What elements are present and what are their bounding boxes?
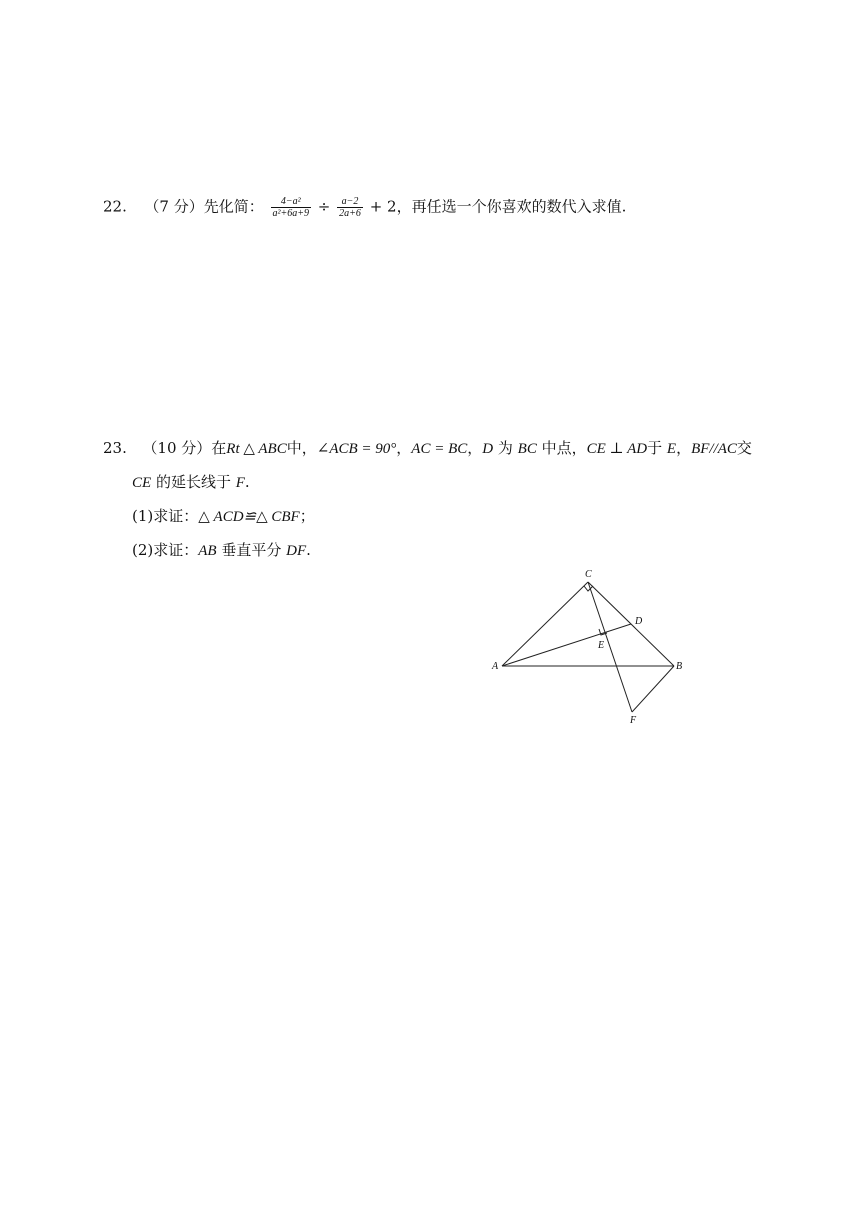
- segment-cf: [588, 582, 632, 712]
- label-f: F: [630, 715, 637, 726]
- triangle-abc: Rt △ ABC: [226, 441, 287, 457]
- question-score: （10 分）: [142, 439, 212, 457]
- parallel-bf-ac: BF//AC: [691, 441, 737, 457]
- text-segment: ，: [467, 439, 483, 457]
- label-d: D: [635, 616, 643, 627]
- segment-ac: [502, 582, 588, 666]
- text-segment: ，: [676, 439, 692, 457]
- question-score-intro: （7 分）先化简：: [144, 197, 264, 216]
- label-c: C: [585, 569, 592, 580]
- part-2-label: (2)求证：: [132, 541, 199, 559]
- segment-ab: AB: [198, 543, 217, 559]
- text-segment: 中点，: [536, 439, 587, 457]
- text-segment: 的延长线于: [151, 473, 236, 491]
- plus-two: + 2: [369, 197, 397, 216]
- angle-acb: ∠ACB = 90°: [316, 441, 397, 457]
- label-e: E: [598, 640, 605, 651]
- fraction-2: [337, 196, 363, 219]
- fraction-2-numerator: a−2: [341, 196, 359, 207]
- fraction-2-denominator: 2a+6: [339, 208, 361, 219]
- segment-bf: [632, 666, 674, 712]
- text-segment: ，: [396, 439, 412, 457]
- question-number: 22.: [103, 197, 127, 216]
- text-segment: 中，: [286, 439, 317, 457]
- label-a: A: [492, 661, 499, 672]
- question-23-line-2: [132, 472, 250, 493]
- question-23: [103, 438, 752, 459]
- congruence-statement: △ ACD≌△ CBF: [198, 509, 300, 525]
- question-22-tail: ，再任选一个你喜欢的数代入求值.: [396, 197, 627, 216]
- geometry-figure: [488, 566, 688, 726]
- part-1-label: (1)求证：: [132, 507, 199, 525]
- fraction-1-numerator: 4−a²: [280, 196, 301, 207]
- text-segment: .: [306, 541, 311, 559]
- text-segment: 在: [211, 439, 227, 457]
- perpendicular-ce-ad: CE ⊥ AD: [586, 441, 648, 457]
- divide-sign: ÷: [317, 197, 331, 216]
- segment-ce: CE: [132, 475, 152, 491]
- question-22: [103, 196, 626, 219]
- text-segment: 垂直平分: [216, 541, 287, 559]
- label-b: B: [676, 661, 683, 672]
- fraction-1-denominator: a²+6a+9: [272, 208, 310, 219]
- equality-ac-bc: AC = BC: [411, 441, 468, 457]
- segment-bc: BC: [517, 441, 537, 457]
- point-e: E: [666, 441, 677, 457]
- fraction-1: [271, 196, 312, 219]
- point-d: D: [482, 441, 494, 457]
- question-23-part-1: [132, 506, 315, 527]
- text-segment: .: [244, 473, 250, 491]
- text-segment: 为: [493, 439, 518, 457]
- text-segment: ；: [299, 507, 315, 525]
- text-segment: 于: [647, 439, 667, 457]
- segment-ad: [502, 624, 631, 666]
- question-number: 23.: [103, 439, 127, 457]
- point-f: F: [235, 475, 245, 491]
- right-angle-mark-c: [584, 586, 593, 591]
- segment-df: DF: [286, 543, 307, 559]
- text-segment: 交: [736, 439, 752, 457]
- question-23-part-2: [132, 540, 311, 561]
